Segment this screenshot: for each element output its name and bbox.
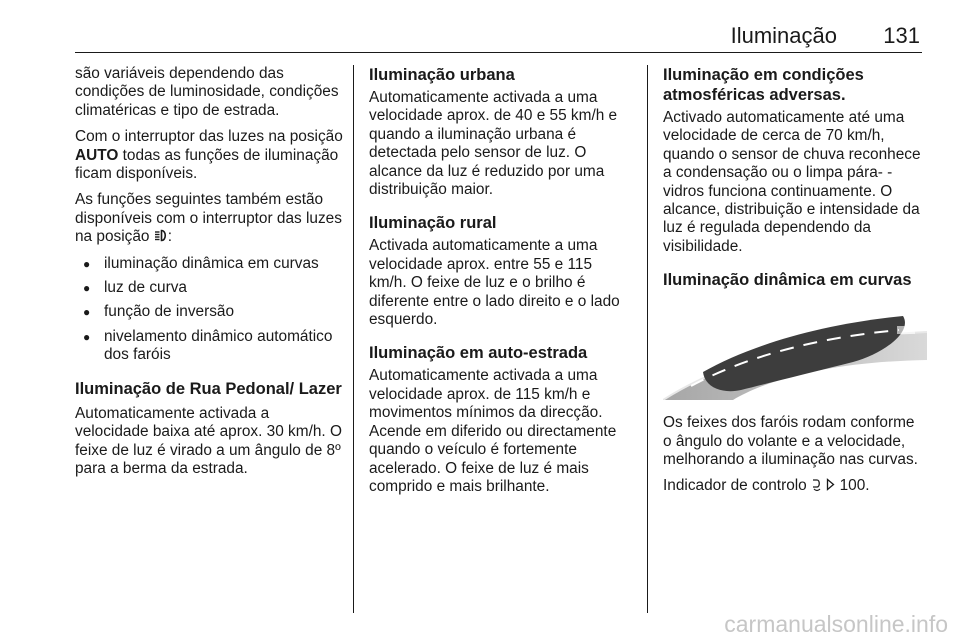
text-run: As funções seguintes também estão disponíveis com o interruptor das luzes na posição bbox=[75, 191, 342, 246]
feature-list bbox=[75, 255, 343, 365]
paragraph: Automaticamente activada a uma velocidade aprox. de 115 km/h e movimentos mínimos da direcção. Acende em diferido ou directamente quando o veículo é fortemente acelerado. O feixe de luz é mais comprido e mais brilhante. bbox=[369, 367, 617, 495]
paragraph: Automaticamente activada a uma velocidade aprox. de 40 e 55 km/h e quando a iluminação urbana é detectada pelo sensor de luz. O alcance da luz é reduzido por uma distribuição maior. bbox=[369, 89, 618, 199]
watermark: carmanualsonline.info bbox=[724, 611, 948, 637]
text-run: todas as funções de iluminação ficam disponíveis. bbox=[75, 146, 339, 183]
section-heading: Iluminação urbana bbox=[369, 66, 515, 84]
text-run: Indicador de controlo bbox=[663, 477, 812, 495]
column-divider bbox=[647, 65, 648, 613]
list-item: ● função de inversão bbox=[75, 303, 343, 321]
paragraph bbox=[663, 477, 927, 495]
column-right bbox=[663, 65, 927, 504]
text-run: Com o interruptor das luzes na posição bbox=[75, 128, 343, 146]
text-run: . bbox=[865, 477, 870, 495]
paragraph: Activada automaticamente a uma velocidade aprox. entre 55 e 115 km/h. O feixe de luz e o brilho é diferente entre o lado direito e o lado esquerdo. bbox=[369, 237, 620, 329]
page-reference[interactable]: 100 bbox=[839, 477, 866, 495]
paragraph: Activado automaticamente até uma velocidade de cerca de 70 km/h, quando o sensor de chuva reconhece a condensação ou o limpa pára- -vidros funciona continuamente. O alcance, distribuição e intensidade da luz é regulada dependendo da visibilidade. bbox=[663, 109, 921, 255]
page-number: 131 bbox=[883, 23, 920, 48]
list-item: ● luz de curva bbox=[75, 279, 343, 297]
page-title: Iluminação bbox=[730, 23, 837, 48]
paragraph: são variáveis dependendo das condições de luminosidade, condições climatéricas e tipo de estrada. bbox=[75, 65, 339, 119]
high-beam-icon bbox=[154, 229, 168, 242]
paragraph: Os feixes dos faróis rodam conforme o ângulo do volante e a velocidade, melhorando a iluminação nas curvas. bbox=[663, 414, 918, 469]
section-heading: Iluminação em condições atmosféricas adversas. bbox=[663, 66, 864, 104]
curve-lighting-illustration bbox=[663, 302, 927, 400]
section-heading: Iluminação dinâmica em curvas bbox=[663, 271, 912, 290]
column-left bbox=[75, 65, 343, 486]
column-middle bbox=[369, 65, 633, 504]
auto-position-label: AUTO bbox=[75, 146, 119, 164]
paragraph: Automaticamente activada a velocidade baixa até aprox. 30 km/h. O feixe de luz é virado a um ângulo de 8º para a berma da estrada. bbox=[75, 404, 342, 477]
curve-light-indicator-icon bbox=[811, 478, 822, 492]
list-item: ● iluminação dinâmica em curvas bbox=[75, 255, 343, 273]
text-run: : bbox=[167, 228, 173, 246]
section-heading: Iluminação rural bbox=[369, 214, 497, 233]
list-item: ● nivelamento dinâmico automático dos faróis bbox=[75, 328, 343, 365]
page-header bbox=[75, 22, 922, 53]
paragraph bbox=[75, 128, 343, 183]
paragraph bbox=[75, 191, 343, 246]
page-reference-icon bbox=[826, 478, 835, 491]
section-heading: Iluminação em auto-estrada bbox=[369, 344, 588, 363]
column-divider bbox=[353, 65, 354, 613]
section-heading: Iluminação de Rua Pedonal/ Lazer bbox=[75, 379, 342, 398]
